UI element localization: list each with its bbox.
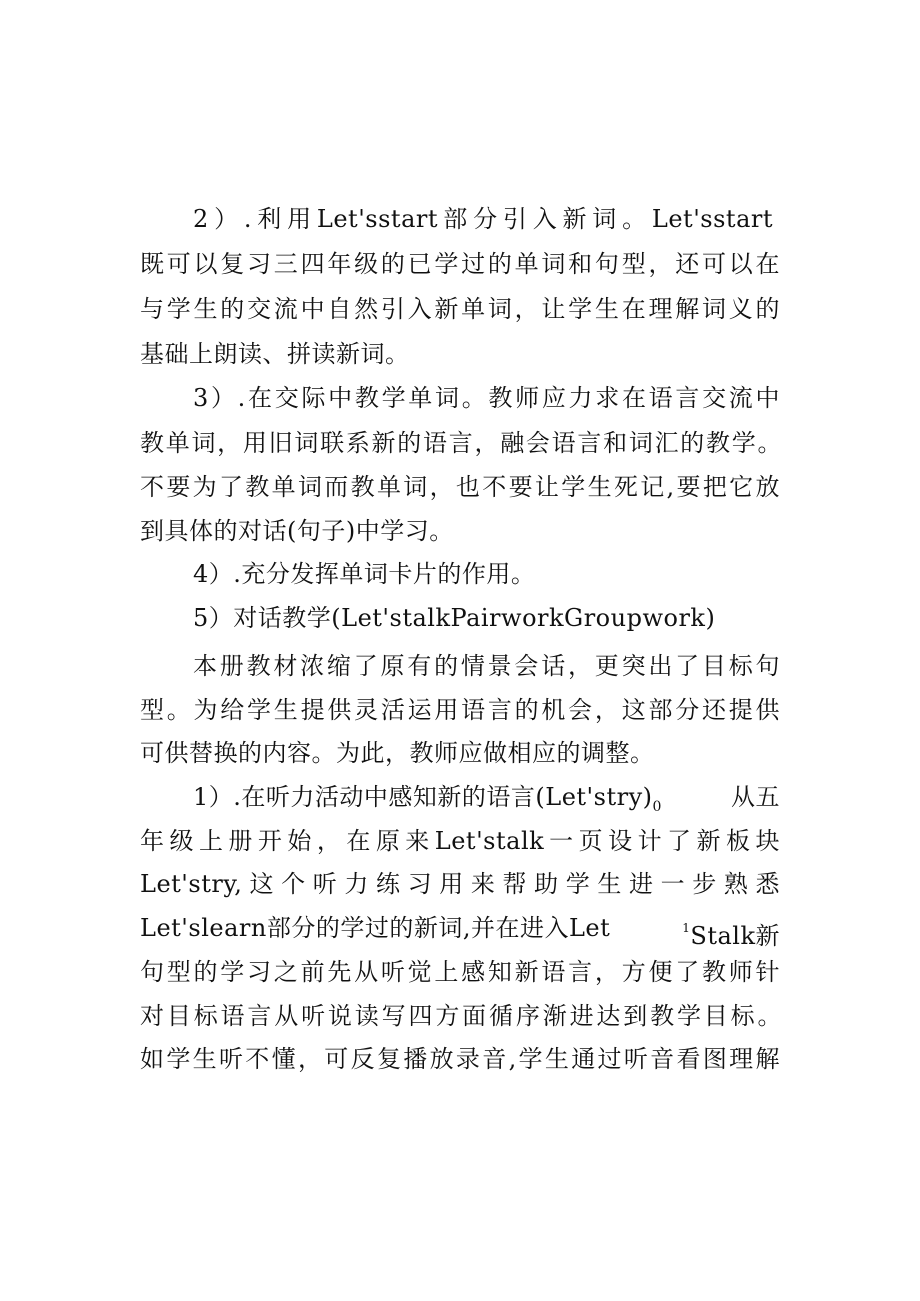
para-6-line-7: 如学生听不懂，可反复播放录音,学生通过听音看图理解 — [140, 1045, 780, 1073]
para-1-line-2: 既可以复习三四年级的已学过的单词和句型，还可以在 — [140, 250, 780, 278]
para-6-line-4-superscript: 1 — [682, 921, 691, 935]
para-3-line-1: 4）.充分发挥单词卡片的作用。 — [193, 560, 536, 588]
para-6-line-6: 对目标语言从听说读写四方面循序渐进达到教学目标。 — [140, 1002, 782, 1030]
para-2-line-1: 3）.在交际中教学单词。教师应力求在语言交流中 — [193, 384, 780, 412]
para-6-line-4-end — [682, 913, 780, 951]
para-6-line-1-tail: 从五 — [731, 783, 780, 811]
para-1-line-1: 2）.利用Let'sstart部分引入新词。Let'sstart — [193, 205, 773, 233]
para-2-line-2: 教单词，用旧词联系新的语言，融会语言和词汇的教学。 — [140, 429, 782, 457]
para-6-line-3: Let'stry,这个听力练习用来帮助学生进一步熟悉 — [140, 870, 780, 898]
para-5-line-1: 本册教材浓缩了原有的情景会话，更突出了目标句 — [193, 652, 780, 680]
para-5-line-2: 型。为给学生提供灵活运用语言的机会，这部分还提供 — [140, 696, 780, 724]
para-6-line-2: 年级上册开始，在原来Let'stalk一页设计了新板块 — [140, 827, 780, 855]
para-1-line-4: 基础上朗读、拼读新词。 — [140, 340, 410, 368]
para-4-line-1: 5）对话教学(Let'stalkPairworkGroupwork) — [193, 604, 716, 632]
para-1-line-3: 与学生的交流中自然引入新单词，让学生在理解词义的 — [140, 295, 780, 323]
para-6-line-4-tail: Stalk新 — [690, 922, 780, 950]
para-5-line-3: 可供替换的内容。为此，教师应做相应的调整。 — [140, 739, 655, 767]
para-6-line-1 — [193, 782, 780, 822]
para-6-line-4-main: Let'slearn部分的学过的新词,并在进入Let — [140, 914, 611, 942]
para-2-line-3: 不要为了教单词而教单词，也不要让学生死记,要把它放 — [140, 473, 780, 501]
para-6-line-1-main — [193, 782, 662, 822]
para-6-line-1-text: 1）.在听力活动中感知新的语言(Let'stry) — [193, 783, 653, 811]
para-6-line-4 — [140, 913, 780, 951]
para-6-line-1-subscript: 0 — [652, 799, 662, 815]
para-6-line-5: 句型的学习之前先从听觉上感知新语言，方便了教师针 — [140, 958, 780, 986]
para-2-line-4: 到具体的对话(句子)中学习。 — [140, 517, 454, 545]
